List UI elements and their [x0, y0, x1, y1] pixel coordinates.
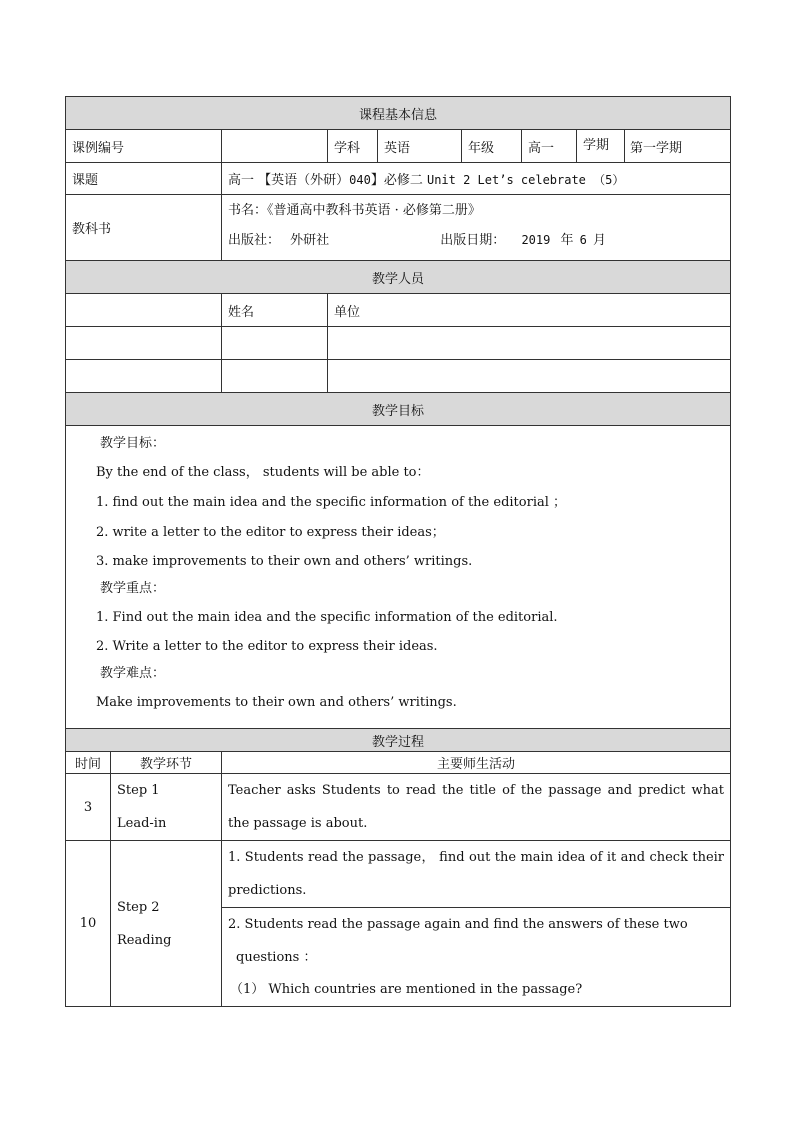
key-point-item: 1. Find out the main idea and the specific information of the editorial.	[96, 610, 558, 625]
step-2-activity-a: 1. Students read the passage， find out the main idea of it and check their predictions.	[222, 841, 731, 908]
col-time-header: 时间	[66, 752, 111, 774]
step-2-time: 10	[66, 841, 111, 1007]
staff-row-1-unit	[328, 327, 731, 360]
goal-item: 1. find out the main idea and the specific information of the editorial ；	[96, 495, 567, 510]
goals-title: 教学目标：	[100, 436, 166, 451]
step-2-stage-line1: Step 2	[117, 899, 160, 915]
step-1-activity: Teacher asks Students to read the title of the passage and predict what the passage is about.	[222, 774, 731, 841]
publisher-value: 外研社	[290, 233, 330, 248]
book-name: 书名：《普通高中教科书英语 · 必修第二册》	[228, 203, 481, 218]
difficult-point-item: Make improvements to their own and others’ writings.	[96, 695, 457, 710]
course-id-label: 课例编号	[66, 130, 222, 163]
staff-unit-header: 单位	[328, 294, 731, 327]
term-cell	[577, 130, 731, 163]
key-point-item: 2. Write a letter to the editor to express their ideas.	[96, 639, 438, 654]
pub-date-label: 出版日期：	[440, 233, 506, 248]
step-1-stage-line2: Lead-in	[117, 816, 167, 831]
topic-value	[222, 163, 731, 195]
basic-info-header: 课程基本信息	[66, 97, 731, 130]
step-2-stage	[111, 841, 222, 1007]
objectives-header: 教学目标	[66, 393, 731, 426]
key-points-title: 教学重点：	[100, 581, 166, 596]
objectives-body	[66, 426, 731, 729]
lesson-plan-table	[65, 96, 731, 1007]
grade-value: 高一	[522, 130, 577, 163]
staff-row-2-name	[222, 360, 328, 393]
pub-month-unit: 月	[593, 233, 607, 248]
subject-value: 英语	[378, 130, 462, 163]
publisher-label: 出版社：	[228, 233, 281, 248]
term-label: 学期	[577, 130, 625, 162]
step-2-activity-b-line2: questions ：	[236, 950, 317, 965]
staff-name-header: 姓名	[222, 294, 328, 327]
pub-year-unit: 年	[560, 233, 574, 248]
topic-suffix: Unit 2 Let’s celebrate （5）	[426, 173, 625, 187]
textbook-info	[222, 195, 731, 261]
staff-row-2-role	[66, 360, 222, 393]
staff-row-2-unit	[328, 360, 731, 393]
goal-item: 3. make improvements to their own and others’ writings.	[96, 554, 473, 569]
step-1-time: 3	[66, 774, 111, 841]
step-2-activity-b	[222, 908, 731, 1007]
difficult-points-title: 教学难点：	[100, 666, 166, 681]
col-stage-header: 教学环节	[111, 752, 222, 774]
pub-year: 2019	[521, 233, 551, 247]
topic-mid: 】必修二	[370, 173, 427, 188]
staff-header: 教学人员	[66, 261, 731, 294]
process-header: 教学过程	[66, 729, 731, 752]
goals-intro: By the end of the class， students will be able to：	[96, 465, 430, 480]
step-1-stage-line1: Step 1	[117, 783, 160, 798]
publish-line	[228, 228, 724, 257]
goal-item: 2. write a letter to the editor to express their ideas；	[96, 525, 445, 540]
topic-prefix: 高一 【英语（外研）	[228, 173, 350, 188]
step-1-stage	[111, 774, 222, 841]
course-id-value	[222, 130, 328, 163]
lesson-plan-page	[65, 96, 730, 1007]
term-value: 第一学期	[630, 140, 683, 156]
pub-month: 6	[579, 233, 587, 247]
staff-row-1-name	[222, 327, 328, 360]
staff-row-1-role	[66, 327, 222, 360]
textbook-label: 教科书	[66, 195, 222, 261]
topic-label: 课题	[66, 163, 222, 195]
step-2-stage-line2: Reading	[117, 932, 172, 948]
staff-role-header	[66, 294, 222, 327]
col-activity-header: 主要师生活动	[222, 752, 731, 774]
step-2-activity-b-line1: 2. Students read the passage again and find the answers of these two	[228, 917, 688, 932]
grade-label: 年级	[462, 130, 522, 163]
subject-label: 学科	[328, 130, 378, 163]
step-2-activity-b-line3: （1） Which countries are mentioned in the passage?	[230, 982, 583, 997]
topic-code: 040	[349, 173, 371, 187]
